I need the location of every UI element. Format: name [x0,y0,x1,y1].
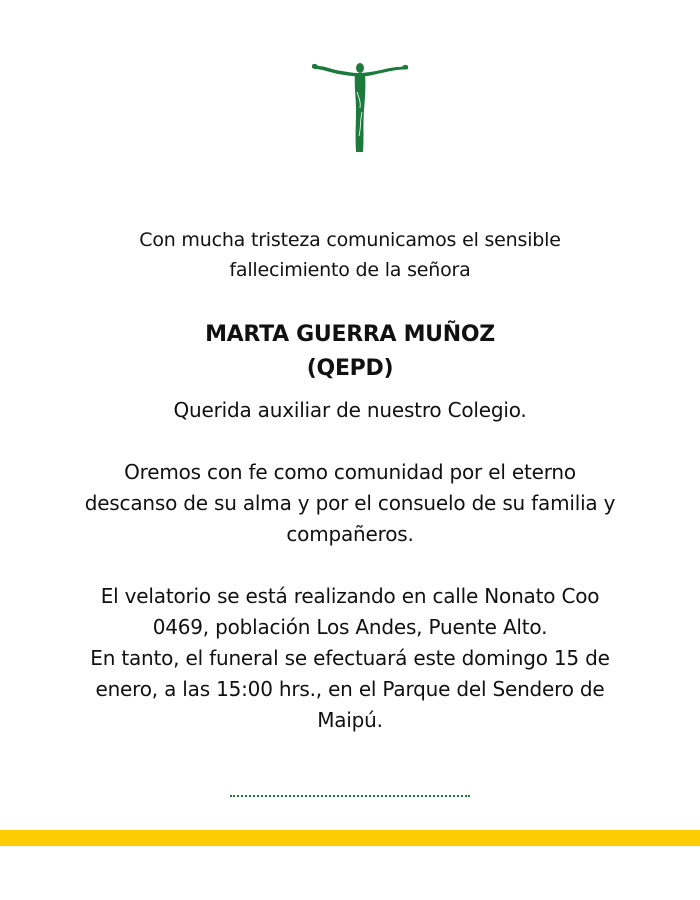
intro-text [100,225,600,285]
details-paragraph [60,581,640,736]
details-line: enero, a las 15:00 hrs., en el Parque del Sendero de [95,677,605,701]
prayer-paragraph [60,457,640,550]
intro-line: fallecimiento de la señora [229,259,471,281]
deceased-suffix: (QEPD) [306,356,394,381]
footer-band [0,830,700,846]
prayer-line: descanso de su alma y por el consuelo de su familia y [84,491,616,515]
prayer-line: compañeros. [286,522,414,546]
dotted-divider [230,795,470,797]
notice-body [60,395,640,736]
paragraph-gap [60,550,640,581]
crucifix-icon [310,52,410,156]
deceased-name: MARTA GUERRA MUÑOZ [205,322,495,347]
deceased-name-block [100,318,600,386]
intro-line: Con mucha tristeza comunicamos el sensible [139,229,561,251]
paragraph-gap [60,426,640,457]
details-line: Maipú. [317,708,383,732]
details-line: El velatorio se está realizando en calle Nonato Coo [100,584,600,608]
role-line: Querida auxiliar de nuestro Colegio. [173,398,527,422]
prayer-line: Oremos con fe como comunidad por el eterno [124,460,576,484]
details-line: 0469, población Los Andes, Puente Alto. [152,615,548,639]
details-line: En tanto, el funeral se efectuará este domingo 15 de [90,646,610,670]
